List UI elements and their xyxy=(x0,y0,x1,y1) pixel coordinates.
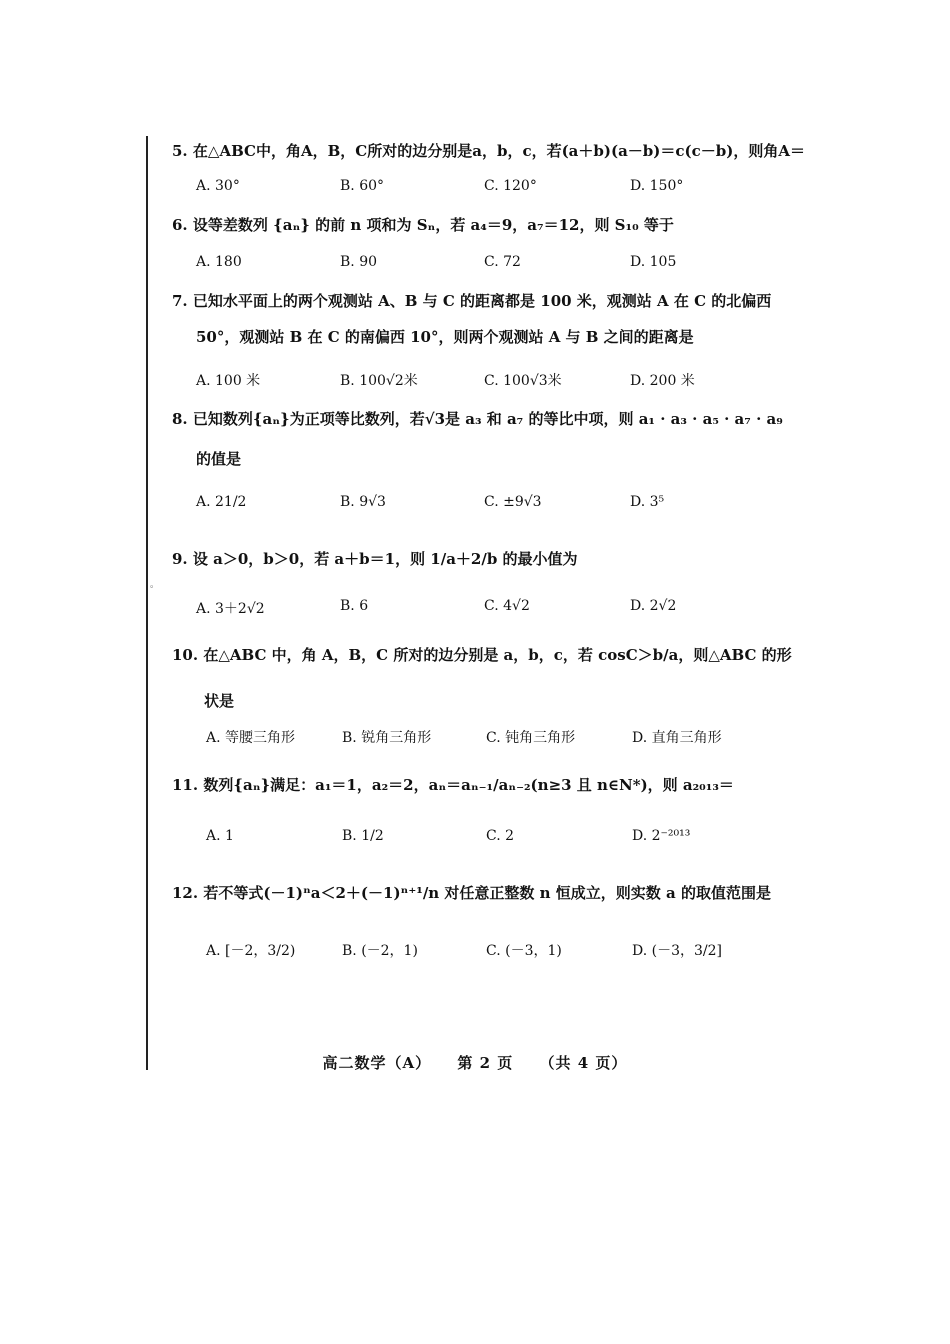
option-b: B. 1/2 xyxy=(342,828,384,844)
question-text: 已知水平面上的两个观测站 A、B 与 C 的距离都是 100 米，观测站 A 在 C 的北偏西 xyxy=(192,292,772,310)
option-d: D. (－3，3/2] xyxy=(632,943,722,959)
question-number: 11. xyxy=(172,776,199,794)
question-9 xyxy=(172,548,792,570)
option-c: C. ±9√3 xyxy=(484,494,542,510)
option-d: D. 直角三角形 xyxy=(632,730,722,746)
option-a: A. 等腰三角形 xyxy=(206,730,296,746)
option-d: D. 2⁻²⁰¹³ xyxy=(632,828,691,844)
question-10-continued: 状是 xyxy=(204,692,235,710)
question-10 xyxy=(172,644,792,666)
question-text: 在△ABC中，角A，B，C所对的边分别是a，b，c，若(a＋b)(a－b)＝c(c－b)，则角A＝ xyxy=(192,142,805,160)
option-a: A. 30° xyxy=(196,178,240,194)
question-number: 12. xyxy=(172,884,199,902)
footer-page: 第 2 页 xyxy=(457,1054,514,1072)
option-b: B. (－2，1) xyxy=(342,943,418,959)
option-c: C. (－3，1) xyxy=(486,943,562,959)
question-number: 8. xyxy=(172,410,188,428)
option-b: B. 100√2米 xyxy=(340,373,418,389)
question-number: 9. xyxy=(172,550,188,568)
options-9 xyxy=(196,598,796,624)
option-d: D. 200 米 xyxy=(630,373,695,389)
option-a: A. 100 米 xyxy=(196,373,261,389)
question-8-continued: 的值是 xyxy=(196,450,242,468)
page-footer xyxy=(0,1052,950,1073)
question-number: 5. xyxy=(172,142,188,160)
question-number: 10. xyxy=(172,646,199,664)
margin-mark: 。 xyxy=(150,580,160,590)
option-c: C. 2 xyxy=(486,828,515,844)
option-d: D. 2√2 xyxy=(630,598,677,614)
option-b: B. 锐角三角形 xyxy=(342,730,432,746)
options-6 xyxy=(196,254,796,280)
option-b: B. 60° xyxy=(340,178,385,194)
question-text: 设等差数列 {aₙ} 的前 n 项和为 Sₙ，若 a₄＝9，a₇＝12，则 S₁₀ 等于 xyxy=(192,216,674,234)
footer-subject: 高二数学（A） xyxy=(322,1054,432,1072)
question-text: 若不等式(－1)ⁿa＜2＋(－1)ⁿ⁺¹/n 对任意正整数 n 恒成立，则实数 a 的取值范围是 xyxy=(203,884,771,902)
question-text: 已知数列{aₙ}为正项等比数列，若√3是 a₃ 和 a₇ 的等比中项，则 a₁ · a₃ · a₅ · a₇ · a₉ xyxy=(192,410,783,428)
option-a: A. 180 xyxy=(196,254,242,270)
question-7-continued: 50°，观测站 B 在 C 的南偏西 10°，则两个观测站 A 与 B 之间的距离是 xyxy=(196,328,694,346)
question-text: 设 a＞0，b＞0，若 a＋b＝1，则 1/a＋2/b 的最小值为 xyxy=(192,550,578,568)
options-12 xyxy=(196,940,796,966)
question-text: 数列{aₙ}满足：a₁＝1，a₂＝2，aₙ＝aₙ₋₁/aₙ₋₂(n≥3 且 n∈N*)，则 a₂₀₁₃＝ xyxy=(203,776,734,794)
option-c: C. 100√3米 xyxy=(484,373,562,389)
option-b: B. 6 xyxy=(340,598,369,614)
option-a: A. [－2，3/2) xyxy=(206,943,296,959)
question-number: 7. xyxy=(172,292,188,310)
option-c: C. 钝角三角形 xyxy=(486,730,576,746)
question-11 xyxy=(172,774,792,796)
question-7 xyxy=(172,290,792,312)
question-number: 6. xyxy=(172,216,188,234)
question-text: 在△ABC 中，角 A，B，C 所对的边分别是 a，b，c，若 cosC＞b/a，则△ABC 的形 xyxy=(203,646,792,664)
options-10 xyxy=(196,727,796,753)
left-margin-line xyxy=(146,136,148,1070)
option-d: D. 150° xyxy=(630,178,684,194)
option-d: D. 3⁵ xyxy=(630,494,665,510)
options-8 xyxy=(196,494,796,520)
option-c: C. 4√2 xyxy=(484,598,530,614)
options-11 xyxy=(196,828,796,854)
question-6 xyxy=(172,214,792,236)
option-a: A. 3＋2√2 xyxy=(196,601,265,617)
option-a: A. 21/2 xyxy=(196,494,247,510)
option-b: B. 9√3 xyxy=(340,494,386,510)
option-b: B. 90 xyxy=(340,254,378,270)
footer-total: （共 4 页） xyxy=(539,1054,628,1072)
question-12 xyxy=(172,882,792,904)
question-5 xyxy=(172,140,805,162)
option-c: C. 120° xyxy=(484,178,537,194)
options-7 xyxy=(196,370,796,396)
options-5 xyxy=(196,178,796,204)
option-d: D. 105 xyxy=(630,254,677,270)
question-8 xyxy=(172,408,792,430)
option-c: C. 72 xyxy=(484,254,521,270)
option-a: A. 1 xyxy=(206,828,234,844)
